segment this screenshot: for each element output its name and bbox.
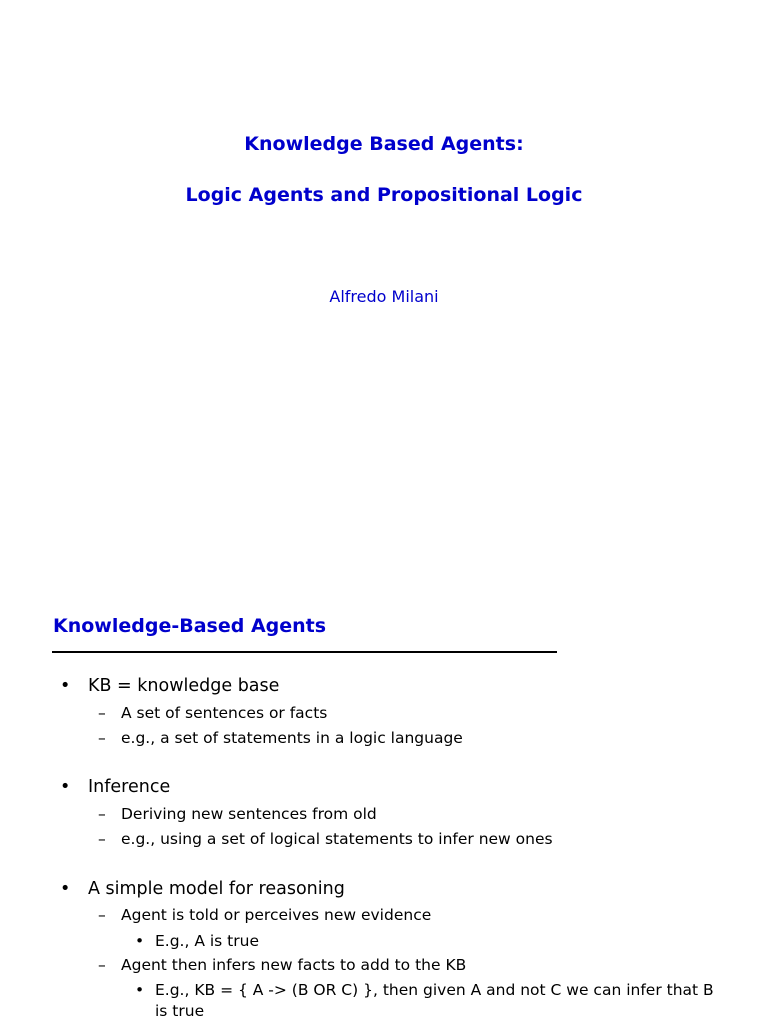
sub-bullet-text: A set of sentences or facts — [121, 704, 328, 722]
slide-title-line-2: Logic Agents and Propositional Logic — [185, 184, 583, 206]
sub-sub-bullet-text: E.g., A is true — [155, 932, 259, 950]
slide-heading: Knowledge-Based Agents — [53, 615, 327, 637]
dash-marker: – — [98, 729, 106, 747]
bullet-marker: • — [60, 676, 71, 696]
sub-bullet-text: e.g., a set of statements in a logic language — [121, 729, 463, 747]
slide-title-line-1: Knowledge Based Agents: — [244, 133, 524, 155]
bullet-marker: • — [135, 932, 145, 950]
bullet-marker: • — [60, 777, 71, 797]
dash-marker: – — [98, 830, 106, 848]
bullet-marker: • — [60, 879, 71, 899]
sub-sub-bullet-text: E.g., KB = { A -> (B OR C) }, then given A and not C we can infer that B is true — [155, 981, 714, 1020]
dash-marker: – — [98, 906, 106, 924]
sub-bullet-text: e.g., using a set of logical statements to infer new ones — [121, 830, 553, 848]
sub-bullet-text: Agent is told or perceives new evidence — [121, 906, 432, 924]
bullet-text: A simple model for reasoning — [88, 879, 345, 899]
bullet-marker: • — [135, 981, 145, 999]
sub-bullet-text: Agent then infers new facts to add to the KB — [121, 956, 467, 974]
author-name: Alfredo Milani — [329, 287, 439, 306]
dash-marker: – — [98, 805, 106, 823]
dash-marker: – — [98, 704, 106, 722]
sub-bullet-text: Deriving new sentences from old — [121, 805, 377, 823]
dash-marker: – — [98, 956, 106, 974]
bullet-text: Inference — [88, 777, 171, 797]
bullet-text: KB = knowledge base — [88, 676, 280, 696]
